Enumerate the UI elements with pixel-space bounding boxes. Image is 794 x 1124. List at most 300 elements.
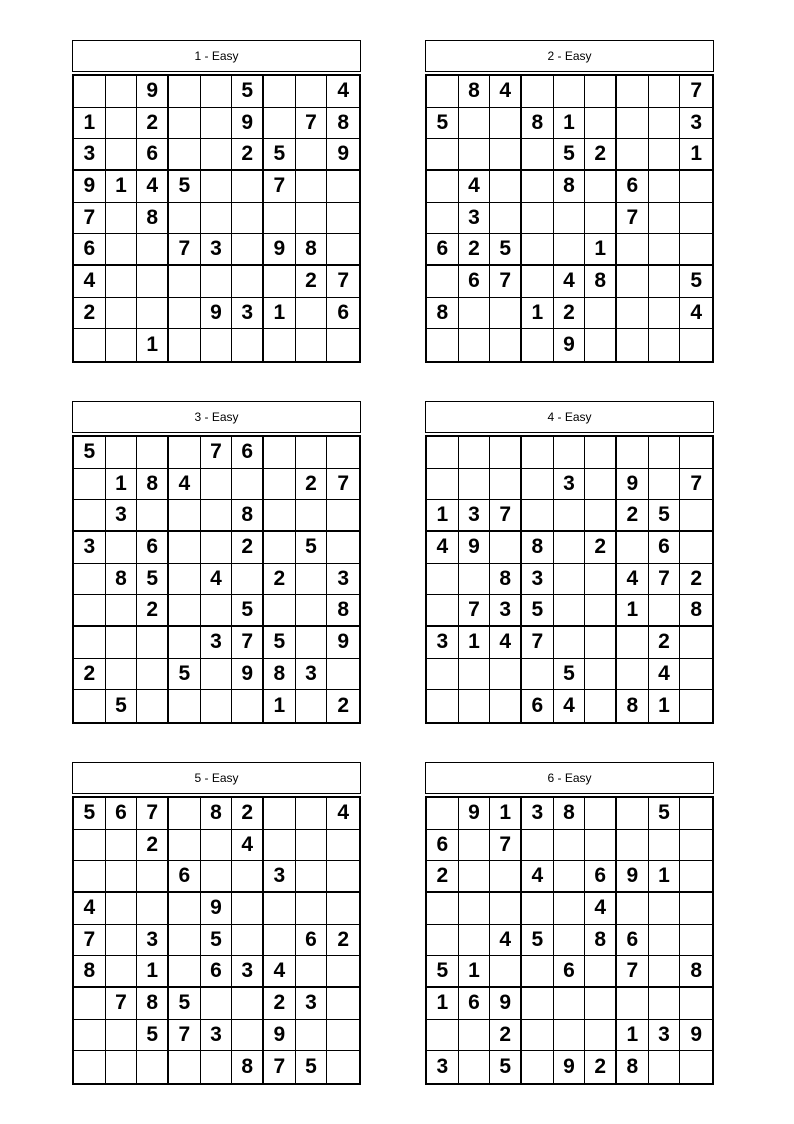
grid-cell — [327, 1051, 359, 1083]
grid-cell: 8 — [680, 956, 712, 988]
grid-cell — [106, 266, 138, 298]
grid-cell: 2 — [585, 532, 617, 564]
grid-cell — [522, 171, 554, 203]
grid-cell — [649, 266, 681, 298]
grid-cell — [680, 830, 712, 862]
grid-cell — [106, 203, 138, 235]
grid-cell — [680, 329, 712, 361]
grid-cell: 5 — [522, 925, 554, 957]
grid-cell — [585, 659, 617, 691]
grid-cell: 8 — [585, 266, 617, 298]
grid-cell: 5 — [74, 798, 106, 830]
grid-cell — [649, 1051, 681, 1083]
grid-cell: 4 — [490, 925, 522, 957]
grid-cell — [427, 266, 459, 298]
grid-cell: 1 — [106, 171, 138, 203]
grid-cell — [490, 171, 522, 203]
grid-cell: 1 — [554, 108, 586, 140]
grid-cell: 5 — [232, 76, 264, 108]
grid-cell — [169, 830, 201, 862]
grid-cell — [74, 76, 106, 108]
grid-cell — [327, 203, 359, 235]
grid-cell: 7 — [522, 627, 554, 659]
grid-cell — [427, 76, 459, 108]
grid-cell — [137, 690, 169, 722]
grid-cell: 1 — [137, 956, 169, 988]
grid-cell — [106, 234, 138, 266]
grid-cell — [169, 266, 201, 298]
grid-cell: 2 — [427, 861, 459, 893]
grid-cell — [554, 925, 586, 957]
grid-cell — [554, 203, 586, 235]
grid-cell — [427, 329, 459, 361]
grid-cell — [106, 627, 138, 659]
grid-cell: 4 — [74, 266, 106, 298]
grid-cell — [459, 469, 491, 501]
grid-cell — [680, 437, 712, 469]
grid-cell: 3 — [201, 627, 233, 659]
grid-cell — [459, 925, 491, 957]
grid-cell — [296, 564, 328, 596]
grid-cell — [680, 798, 712, 830]
grid-cell — [617, 298, 649, 330]
grid-cell: 7 — [490, 266, 522, 298]
grid-cell — [74, 988, 106, 1020]
grid-cell: 5 — [232, 595, 264, 627]
grid-cell — [264, 469, 296, 501]
grid-cell: 7 — [327, 469, 359, 501]
grid-cell — [459, 564, 491, 596]
grid-cell: 5 — [296, 1051, 328, 1083]
grid-cell: 5 — [680, 266, 712, 298]
grid-cell — [617, 234, 649, 266]
grid-cell — [201, 76, 233, 108]
grid-cell — [169, 500, 201, 532]
grid-cell — [490, 139, 522, 171]
grid-cell — [264, 266, 296, 298]
grid-cell — [232, 266, 264, 298]
grid-cell — [201, 469, 233, 501]
grid-cell — [106, 1051, 138, 1083]
grid-cell — [201, 861, 233, 893]
grid-cell — [201, 690, 233, 722]
grid-cell — [649, 437, 681, 469]
grid-cell — [296, 956, 328, 988]
grid-cell — [327, 988, 359, 1020]
grid-cell: 2 — [490, 1020, 522, 1052]
grid-cell — [232, 925, 264, 957]
grid-cell — [106, 76, 138, 108]
grid-cell — [680, 234, 712, 266]
grid-cell — [327, 893, 359, 925]
grid-cell — [137, 298, 169, 330]
grid-cell — [296, 627, 328, 659]
grid-cell: 4 — [427, 532, 459, 564]
grid-cell: 7 — [617, 956, 649, 988]
grid-cell: 5 — [427, 108, 459, 140]
grid-cell — [522, 266, 554, 298]
grid-cell — [169, 203, 201, 235]
grid-cell — [106, 595, 138, 627]
grid-cell: 1 — [427, 500, 459, 532]
grid-cell — [427, 437, 459, 469]
grid-cell: 7 — [459, 595, 491, 627]
grid-cell: 4 — [169, 469, 201, 501]
grid-cell — [554, 861, 586, 893]
grid-cell: 1 — [427, 988, 459, 1020]
grid-cell: 9 — [201, 893, 233, 925]
grid-cell — [74, 1051, 106, 1083]
grid-cell: 5 — [201, 925, 233, 957]
grid-cell — [106, 329, 138, 361]
grid-cell — [680, 893, 712, 925]
grid-cell: 1 — [490, 798, 522, 830]
grid-cell — [680, 1051, 712, 1083]
grid-cell: 2 — [232, 139, 264, 171]
grid-cell — [201, 659, 233, 691]
sudoku-grid — [72, 435, 361, 724]
grid-cell — [169, 893, 201, 925]
grid-cell — [201, 830, 233, 862]
grid-cell: 8 — [327, 595, 359, 627]
grid-cell: 7 — [137, 798, 169, 830]
grid-cell: 1 — [680, 139, 712, 171]
grid-cell: 5 — [137, 564, 169, 596]
grid-cell — [137, 627, 169, 659]
grid-cell — [585, 1020, 617, 1052]
puzzle-title: 6 - Easy — [425, 762, 714, 794]
grid-cell: 9 — [680, 1020, 712, 1052]
grid-cell: 5 — [427, 956, 459, 988]
puzzle-4 — [425, 401, 714, 724]
grid-cell: 3 — [106, 500, 138, 532]
grid-cell: 8 — [264, 659, 296, 691]
grid-cell: 6 — [427, 234, 459, 266]
grid-cell — [427, 595, 459, 627]
grid-cell — [522, 329, 554, 361]
grid-cell — [459, 437, 491, 469]
grid-cell — [169, 108, 201, 140]
grid-cell: 6 — [427, 830, 459, 862]
grid-cell — [585, 437, 617, 469]
grid-cell — [74, 500, 106, 532]
grid-cell — [617, 627, 649, 659]
grid-cell — [554, 76, 586, 108]
grid-cell — [617, 108, 649, 140]
grid-cell — [522, 139, 554, 171]
grid-cell — [106, 925, 138, 957]
grid-cell — [490, 298, 522, 330]
grid-cell: 3 — [137, 925, 169, 957]
grid-cell: 6 — [522, 690, 554, 722]
grid-cell — [232, 1020, 264, 1052]
grid-cell: 8 — [554, 171, 586, 203]
grid-cell — [106, 298, 138, 330]
grid-cell: 9 — [459, 532, 491, 564]
grid-cell: 1 — [459, 956, 491, 988]
grid-cell — [296, 690, 328, 722]
grid-cell: 2 — [74, 298, 106, 330]
grid-cell — [585, 171, 617, 203]
grid-cell — [680, 203, 712, 235]
puzzle-1 — [72, 40, 361, 363]
grid-cell — [327, 1020, 359, 1052]
grid-cell: 8 — [617, 1051, 649, 1083]
grid-cell: 1 — [649, 861, 681, 893]
grid-cell — [169, 532, 201, 564]
grid-cell — [296, 893, 328, 925]
grid-cell: 6 — [296, 925, 328, 957]
grid-cell: 7 — [649, 564, 681, 596]
grid-cell: 3 — [427, 627, 459, 659]
grid-cell: 5 — [649, 798, 681, 830]
grid-cell: 5 — [74, 437, 106, 469]
grid-cell — [459, 298, 491, 330]
grid-cell: 8 — [137, 203, 169, 235]
grid-cell: 6 — [137, 532, 169, 564]
sudoku-grid — [72, 796, 361, 1085]
grid-cell — [427, 469, 459, 501]
grid-cell — [264, 76, 296, 108]
grid-cell — [680, 532, 712, 564]
grid-cell: 3 — [522, 564, 554, 596]
grid-cell — [427, 1020, 459, 1052]
grid-cell: 9 — [327, 627, 359, 659]
grid-cell — [169, 437, 201, 469]
grid-cell — [522, 1051, 554, 1083]
grid-cell — [617, 893, 649, 925]
grid-cell: 4 — [459, 171, 491, 203]
grid-cell — [137, 266, 169, 298]
grid-cell: 7 — [680, 469, 712, 501]
grid-cell: 3 — [522, 798, 554, 830]
grid-cell — [649, 298, 681, 330]
grid-cell — [137, 500, 169, 532]
grid-cell: 6 — [554, 956, 586, 988]
grid-cell: 2 — [264, 564, 296, 596]
grid-cell — [74, 627, 106, 659]
grid-cell: 5 — [490, 234, 522, 266]
grid-cell: 4 — [74, 893, 106, 925]
grid-cell — [490, 861, 522, 893]
grid-cell — [327, 329, 359, 361]
grid-cell: 9 — [459, 798, 491, 830]
grid-cell — [264, 108, 296, 140]
grid-cell: 1 — [617, 1020, 649, 1052]
grid-cell — [106, 139, 138, 171]
grid-cell: 8 — [522, 108, 554, 140]
grid-cell: 6 — [327, 298, 359, 330]
grid-cell: 3 — [327, 564, 359, 596]
grid-cell: 8 — [232, 500, 264, 532]
grid-cell: 5 — [106, 690, 138, 722]
grid-cell: 9 — [617, 861, 649, 893]
grid-cell — [427, 893, 459, 925]
grid-cell — [264, 595, 296, 627]
grid-cell — [106, 659, 138, 691]
grid-cell: 2 — [296, 469, 328, 501]
grid-cell: 3 — [649, 1020, 681, 1052]
grid-cell — [617, 798, 649, 830]
grid-cell: 1 — [264, 298, 296, 330]
grid-cell — [585, 500, 617, 532]
grid-cell — [74, 1020, 106, 1052]
grid-cell: 1 — [649, 690, 681, 722]
grid-cell — [585, 956, 617, 988]
grid-cell — [232, 171, 264, 203]
grid-cell: 4 — [490, 627, 522, 659]
grid-cell — [296, 298, 328, 330]
grid-cell: 5 — [490, 1051, 522, 1083]
grid-cell — [106, 108, 138, 140]
grid-cell — [169, 564, 201, 596]
grid-cell: 6 — [585, 861, 617, 893]
grid-cell — [585, 329, 617, 361]
grid-cell — [427, 171, 459, 203]
grid-cell: 8 — [296, 234, 328, 266]
grid-cell — [522, 893, 554, 925]
grid-cell: 4 — [680, 298, 712, 330]
grid-cell: 8 — [201, 798, 233, 830]
grid-cell — [649, 76, 681, 108]
grid-cell: 7 — [490, 830, 522, 862]
puzzle-title: 5 - Easy — [72, 762, 361, 794]
grid-cell — [680, 861, 712, 893]
grid-cell — [617, 266, 649, 298]
grid-cell — [137, 1051, 169, 1083]
grid-cell: 2 — [337, 694, 349, 718]
grid-cell — [137, 437, 169, 469]
grid-cell — [649, 956, 681, 988]
grid-cell: 2 — [649, 627, 681, 659]
grid-cell — [296, 76, 328, 108]
grid-cell — [490, 956, 522, 988]
grid-cell: 3 — [296, 988, 328, 1020]
grid-cell — [554, 830, 586, 862]
grid-cell — [169, 925, 201, 957]
grid-cell: 8 — [522, 532, 554, 564]
grid-cell: 7 — [617, 203, 649, 235]
grid-cell: 9 — [264, 234, 296, 266]
grid-cell — [649, 988, 681, 1020]
grid-cell: 5 — [296, 532, 328, 564]
grid-cell: 7 — [201, 437, 233, 469]
grid-cell — [649, 329, 681, 361]
puzzle-title: 4 - Easy — [425, 401, 714, 433]
grid-cell: 9 — [201, 298, 233, 330]
sudoku-grid — [425, 435, 714, 724]
grid-cell — [427, 203, 459, 235]
grid-cell — [617, 437, 649, 469]
grid-cell — [554, 1020, 586, 1052]
grid-cell — [554, 500, 586, 532]
grid-cell: 7 — [490, 500, 522, 532]
grid-cell — [74, 595, 106, 627]
grid-cell — [522, 956, 554, 988]
grid-cell — [296, 595, 328, 627]
grid-cell — [522, 500, 554, 532]
grid-cell — [264, 437, 296, 469]
grid-cell — [459, 329, 491, 361]
grid-cell — [201, 988, 233, 1020]
grid-cell — [201, 532, 233, 564]
grid-cell — [617, 659, 649, 691]
grid-cell — [585, 690, 617, 722]
grid-cell — [264, 830, 296, 862]
grid-cell — [201, 500, 233, 532]
grid-cell: 3 — [232, 956, 264, 988]
grid-cell: 2 — [585, 1051, 617, 1083]
grid-cell: 6 — [617, 171, 649, 203]
grid-cell — [459, 1051, 491, 1083]
grid-cell — [74, 830, 106, 862]
grid-cell — [585, 595, 617, 627]
grid-cell: 4 — [554, 266, 586, 298]
grid-cell — [680, 627, 712, 659]
grid-cell: 2 — [459, 234, 491, 266]
grid-cell: 9 — [490, 988, 522, 1020]
grid-cell: 6 — [74, 234, 106, 266]
grid-cell: 6 — [169, 861, 201, 893]
grid-cell — [169, 595, 201, 627]
grid-cell — [554, 437, 586, 469]
grid-cell — [106, 1020, 138, 1052]
grid-cell: 3 — [459, 500, 491, 532]
grid-cell — [490, 469, 522, 501]
grid-cell: 4 — [264, 956, 296, 988]
grid-cell: 4 — [617, 564, 649, 596]
sudoku-grid — [72, 74, 361, 363]
grid-cell: 7 — [264, 171, 296, 203]
grid-cell — [201, 329, 233, 361]
grid-cell — [232, 988, 264, 1020]
grid-cell — [327, 500, 359, 532]
grid-cell — [617, 329, 649, 361]
grid-cell — [522, 203, 554, 235]
grid-cell — [649, 108, 681, 140]
grid-cell: 8 — [232, 1051, 264, 1083]
grid-cell — [522, 469, 554, 501]
grid-cell — [296, 798, 328, 830]
grid-cell — [232, 861, 264, 893]
grid-cell: 1 — [617, 595, 649, 627]
grid-cell: 1 — [74, 108, 106, 140]
grid-cell — [680, 690, 712, 722]
grid-cell: 3 — [427, 1051, 459, 1083]
grid-cell — [296, 203, 328, 235]
grid-cell: 2 — [232, 532, 264, 564]
grid-cell: 9 — [137, 76, 169, 108]
grid-cell — [264, 500, 296, 532]
grid-cell — [327, 861, 359, 893]
grid-cell: 5 — [169, 171, 201, 203]
grid-cell — [649, 171, 681, 203]
grid-cell — [459, 139, 491, 171]
grid-cell: 8 — [74, 956, 106, 988]
grid-cell — [327, 437, 359, 469]
grid-cell: 5 — [264, 139, 296, 171]
grid-cell — [296, 171, 328, 203]
puzzle-6 — [425, 762, 714, 1085]
grid-cell: 7 — [264, 1051, 296, 1083]
grid-cell: 8 — [137, 469, 169, 501]
grid-cell — [327, 956, 359, 988]
grid-cell: 2 — [137, 830, 169, 862]
grid-cell: 2 — [296, 266, 328, 298]
grid-cell: 7 — [296, 108, 328, 140]
grid-cell — [327, 830, 359, 862]
grid-cell: 6 — [137, 139, 169, 171]
